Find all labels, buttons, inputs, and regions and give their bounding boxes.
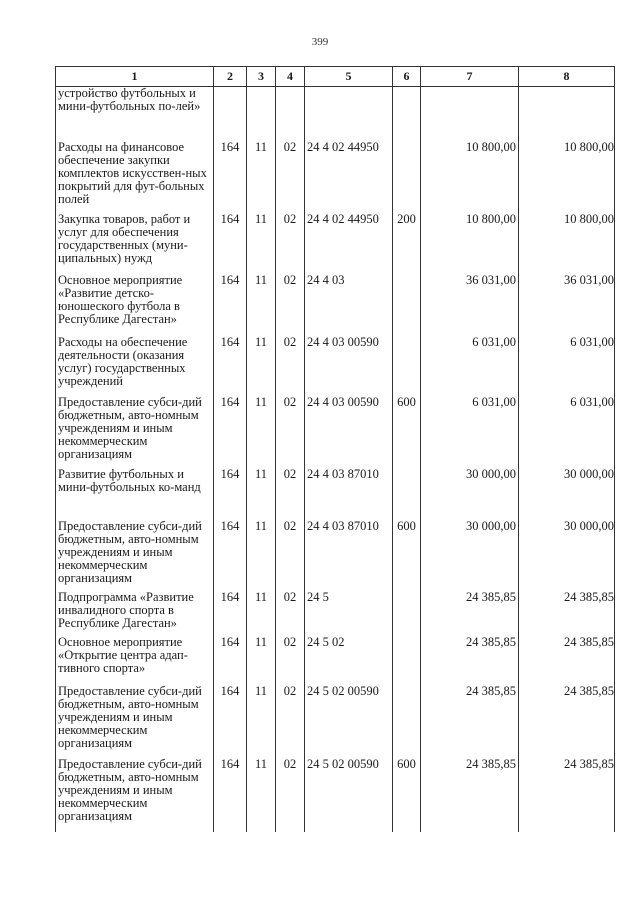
row-description: устройство футбольных и мини-футбольных по-лей» bbox=[56, 87, 214, 141]
cell-section: 11 bbox=[247, 636, 276, 685]
cell-subsection: 02 bbox=[276, 141, 305, 213]
cell-expense-type bbox=[393, 336, 421, 396]
cell-subsection: 02 bbox=[276, 636, 305, 685]
cell-amount-8: 6 031,00 bbox=[519, 396, 615, 468]
table-row bbox=[56, 591, 615, 636]
column-header: 6 bbox=[393, 67, 421, 87]
column-header: 2 bbox=[214, 67, 247, 87]
row-description: Расходы на обеспечение деятельности (оказания услуг) государственных учреждений bbox=[56, 336, 214, 396]
row-description: Основное мероприятие «Открытие центра адап-тивного спорта» bbox=[56, 636, 214, 685]
cell-section: 11 bbox=[247, 758, 276, 832]
cell-section: 11 bbox=[247, 336, 276, 396]
cell-ministry: 164 bbox=[214, 520, 247, 591]
cell-expense-type bbox=[393, 685, 421, 758]
cell-amount-8: 10 800,00 bbox=[519, 141, 615, 213]
cell-amount-8: 24 385,85 bbox=[519, 591, 615, 636]
row-description: Предоставление субси-дий бюджетным, авто-номным учреждениям и иным некоммерческим организациям bbox=[56, 396, 214, 468]
cell-amount-7: 24 385,85 bbox=[421, 636, 519, 685]
row-description: Предоставление субси-дий бюджетным, авто-номным учреждениям и иным некоммерческим организациям bbox=[56, 520, 214, 591]
column-header: 7 bbox=[421, 67, 519, 87]
cell-expense-type: 600 bbox=[393, 758, 421, 832]
table-row bbox=[56, 213, 615, 274]
cell-section: 11 bbox=[247, 591, 276, 636]
table-row bbox=[56, 336, 615, 396]
column-header: 3 bbox=[247, 67, 276, 87]
row-description: Подпрограмма «Развитие инвалидного спорта в Республике Дагестан» bbox=[56, 591, 214, 636]
page-number: 399 bbox=[311, 36, 329, 48]
cell-subsection: 02 bbox=[276, 468, 305, 520]
cell-section bbox=[247, 87, 276, 141]
cell-expense-type bbox=[393, 591, 421, 636]
cell-section: 11 bbox=[247, 685, 276, 758]
cell-subsection: 02 bbox=[276, 685, 305, 758]
cell-target-code: 24 5 02 bbox=[305, 636, 393, 685]
table-row bbox=[56, 274, 615, 336]
cell-ministry: 164 bbox=[214, 396, 247, 468]
cell-subsection bbox=[276, 87, 305, 141]
cell-amount-7: 6 031,00 bbox=[421, 336, 519, 396]
cell-amount-7: 30 000,00 bbox=[421, 468, 519, 520]
cell-target-code: 24 4 03 87010 bbox=[305, 520, 393, 591]
cell-amount-7: 10 800,00 bbox=[421, 213, 519, 274]
cell-ministry: 164 bbox=[214, 591, 247, 636]
cell-expense-type bbox=[393, 468, 421, 520]
cell-expense-type bbox=[393, 141, 421, 213]
column-header: 5 bbox=[305, 67, 393, 87]
cell-ministry: 164 bbox=[214, 468, 247, 520]
table-row bbox=[56, 758, 615, 832]
cell-target-code: 24 4 02 44950 bbox=[305, 141, 393, 213]
row-description: Расходы на финансовое обеспечение закупки комплектов искусствен-ных покрытий для фут-больных полей bbox=[56, 141, 214, 213]
table-row bbox=[56, 636, 615, 685]
cell-amount-8: 6 031,00 bbox=[519, 336, 615, 396]
cell-amount-7: 24 385,85 bbox=[421, 685, 519, 758]
cell-ministry: 164 bbox=[214, 336, 247, 396]
cell-subsection: 02 bbox=[276, 274, 305, 336]
cell-amount-8: 30 000,00 bbox=[519, 468, 615, 520]
cell-section: 11 bbox=[247, 274, 276, 336]
cell-subsection: 02 bbox=[276, 758, 305, 832]
cell-amount-7: 24 385,85 bbox=[421, 591, 519, 636]
cell-target-code: 24 4 03 87010 bbox=[305, 468, 393, 520]
cell-amount-7: 6 031,00 bbox=[421, 396, 519, 468]
cell-subsection: 02 bbox=[276, 591, 305, 636]
cell-section: 11 bbox=[247, 520, 276, 591]
cell-target-code: 24 5 02 00590 bbox=[305, 758, 393, 832]
cell-amount-8: 24 385,85 bbox=[519, 685, 615, 758]
table-row bbox=[56, 396, 615, 468]
cell-amount-7: 24 385,85 bbox=[421, 758, 519, 832]
budget-table bbox=[55, 66, 615, 832]
cell-amount-7: 36 031,00 bbox=[421, 274, 519, 336]
column-header: 4 bbox=[276, 67, 305, 87]
cell-amount-8: 10 800,00 bbox=[519, 213, 615, 274]
cell-expense-type bbox=[393, 274, 421, 336]
cell-amount-8: 30 000,00 bbox=[519, 520, 615, 591]
cell-subsection: 02 bbox=[276, 213, 305, 274]
cell-expense-type: 600 bbox=[393, 396, 421, 468]
row-description: Предоставление субси-дий бюджетным, авто-номным учреждениям и иным некоммерческим организациям bbox=[56, 685, 214, 758]
cell-amount-7: 10 800,00 bbox=[421, 141, 519, 213]
cell-ministry: 164 bbox=[214, 636, 247, 685]
cell-amount-7 bbox=[421, 87, 519, 141]
cell-subsection: 02 bbox=[276, 520, 305, 591]
cell-expense-type bbox=[393, 87, 421, 141]
row-description: Закупка товаров, работ и услуг для обеспечения государственных (муни-ципальных) нужд bbox=[56, 213, 214, 274]
cell-target-code: 24 5 02 00590 bbox=[305, 685, 393, 758]
cell-target-code: 24 4 02 44950 bbox=[305, 213, 393, 274]
cell-subsection: 02 bbox=[276, 336, 305, 396]
cell-amount-8: 24 385,85 bbox=[519, 758, 615, 832]
row-description: Предоставление субси-дий бюджетным, авто-номным учреждениям и иным некоммерческим организациям bbox=[56, 758, 214, 832]
cell-ministry: 164 bbox=[214, 274, 247, 336]
table-row bbox=[56, 87, 615, 141]
cell-ministry: 164 bbox=[214, 213, 247, 274]
table-row bbox=[56, 520, 615, 591]
cell-ministry: 164 bbox=[214, 758, 247, 832]
cell-target-code: 24 4 03 00590 bbox=[305, 336, 393, 396]
cell-expense-type bbox=[393, 636, 421, 685]
column-header: 1 bbox=[56, 67, 214, 87]
column-header: 8 bbox=[519, 67, 615, 87]
cell-subsection: 02 bbox=[276, 396, 305, 468]
cell-amount-7: 30 000,00 bbox=[421, 520, 519, 591]
cell-target-code: 24 4 03 bbox=[305, 274, 393, 336]
table-row bbox=[56, 141, 615, 213]
row-description: Развитие футбольных и мини-футбольных ко-манд bbox=[56, 468, 214, 520]
table-row bbox=[56, 685, 615, 758]
table-row bbox=[56, 468, 615, 520]
cell-expense-type: 600 bbox=[393, 520, 421, 591]
cell-ministry: 164 bbox=[214, 141, 247, 213]
cell-section: 11 bbox=[247, 396, 276, 468]
cell-section: 11 bbox=[247, 213, 276, 274]
cell-amount-8: 36 031,00 bbox=[519, 274, 615, 336]
cell-expense-type: 200 bbox=[393, 213, 421, 274]
cell-ministry: 164 bbox=[214, 685, 247, 758]
cell-section: 11 bbox=[247, 468, 276, 520]
row-description: Основное мероприятие «Развитие детско-юношеского футбола в Республике Дагестан» bbox=[56, 274, 214, 336]
cell-amount-8: 24 385,85 bbox=[519, 636, 615, 685]
cell-target-code bbox=[305, 87, 393, 141]
cell-target-code: 24 5 bbox=[305, 591, 393, 636]
cell-section: 11 bbox=[247, 141, 276, 213]
cell-target-code: 24 4 03 00590 bbox=[305, 396, 393, 468]
header-row bbox=[56, 67, 615, 87]
cell-ministry bbox=[214, 87, 247, 141]
cell-amount-8 bbox=[519, 87, 615, 141]
